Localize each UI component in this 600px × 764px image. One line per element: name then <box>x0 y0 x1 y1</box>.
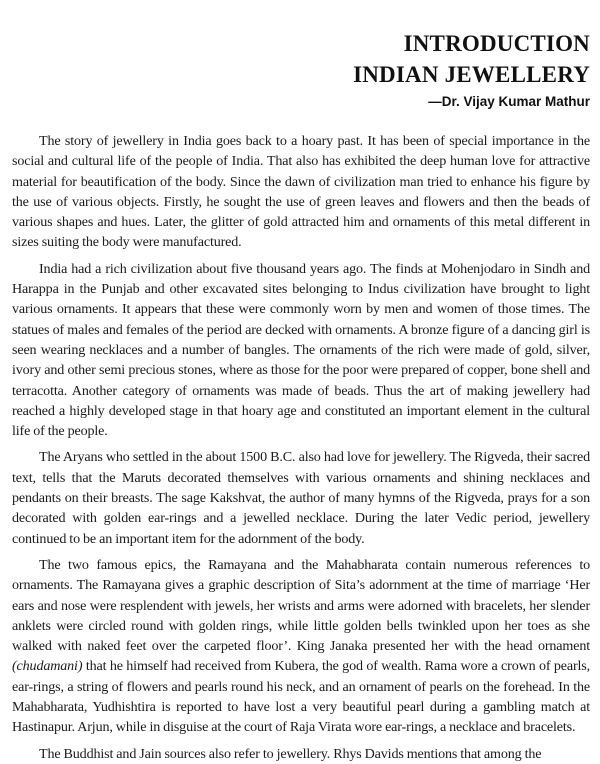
author-byline: —Dr. Vijay Kumar Mathur <box>428 94 590 109</box>
paragraph-2: India had a rich civilization about five thousand years ago. The finds at Mohenjodaro in Sindh and Harappa in the Punjab and other excavated sites belonging to Indus civilization have brought to light various ornaments. It appears that these were commonly worn by men and women of those times. The statues of males and females of the period are decked with ornaments. A bronze figure of a dancing girl is seen wearing necklaces and a number of bangles. The ornaments of the rich were made of gold, silver, ivory and other semi precious stones, where as those for the poor were prepared of copper, bone shell and terracotta. Another category of ornaments was made of beads. Thus the art of making jewellery had reached a highly developed stage in that hoary age and constituted an important element in the cultural life of the people. <box>12 260 590 440</box>
document-heading <box>12 28 590 111</box>
paragraph-1: The story of jewellery in India goes back to a hoary past. It has been of special importance in the social and cultural life of the people of India. That also has exhibited the deep human love for attractive material for beautification of the body. Since the dawn of civilization man tried to enhance his figure by the use of various objects. Firstly, he sought the use of green leaves and flowers and then the beads of various shapes and hues. Later, the glitter of gold attracted him and ornaments of this metal different in sizes suiting the body were manufactured. <box>12 133 590 251</box>
page-title: INTRODUCTION <box>403 31 590 56</box>
paragraph-4-text-end: that he himself had received from Kubera, the god of wealth. Rama wore a crown of pearls, ear-rings, a string of flowers and pearls round his neck, and an ornament of pearls on the forehead. In the Mahabharata, Yudhishtira is reported to have lost a very beautiful pearl during a gambling match at Hastinapur. Arjun, while in disguise at the court of Raja Virata wore ear-rings, a necklace and bracelets. <box>12 658 590 736</box>
paragraph-4-italic-term: (chudamani) <box>12 658 83 675</box>
paragraph-3: The Aryans who settled in the about 1500 B.C. also had love for jewellery. The Rigveda, their sacred text, tells that the Maruts decorated themselves with various ornaments and shining necklaces and pendants on their breasts. The sage Kakshvat, the author of many hymns of the Rigveda, prays for a son decorated with golden ear-rings and a jewelled necklace. During the later Vedic period, jewellery continued to be an important item for the adornment of the body. <box>12 449 590 547</box>
page-subtitle: INDIAN JEWELLERY <box>353 62 590 87</box>
paragraph-4-text-start: The two famous epics, the Ramayana and the Mahabharata contain numerous references to ornaments. The Ramayana gives a graphic description of Sita’s adornment at the time of marriage ‘Her ears and nose were resplendent with jewels, her wrists and arms were adorned with bracelets, her slender anklets were circled round with golden rings, while little golden bells twinkled upon her toes as she walked with naked feet over the carpeted floor’. King Janaka presented her with the head ornament <box>12 556 590 655</box>
paragraph-5: The Buddhist and Jain sources also refer to jewellery. Rhys Davids mentions that among the <box>39 745 542 762</box>
paragraph-4 <box>12 555 590 738</box>
article-body <box>12 131 590 764</box>
